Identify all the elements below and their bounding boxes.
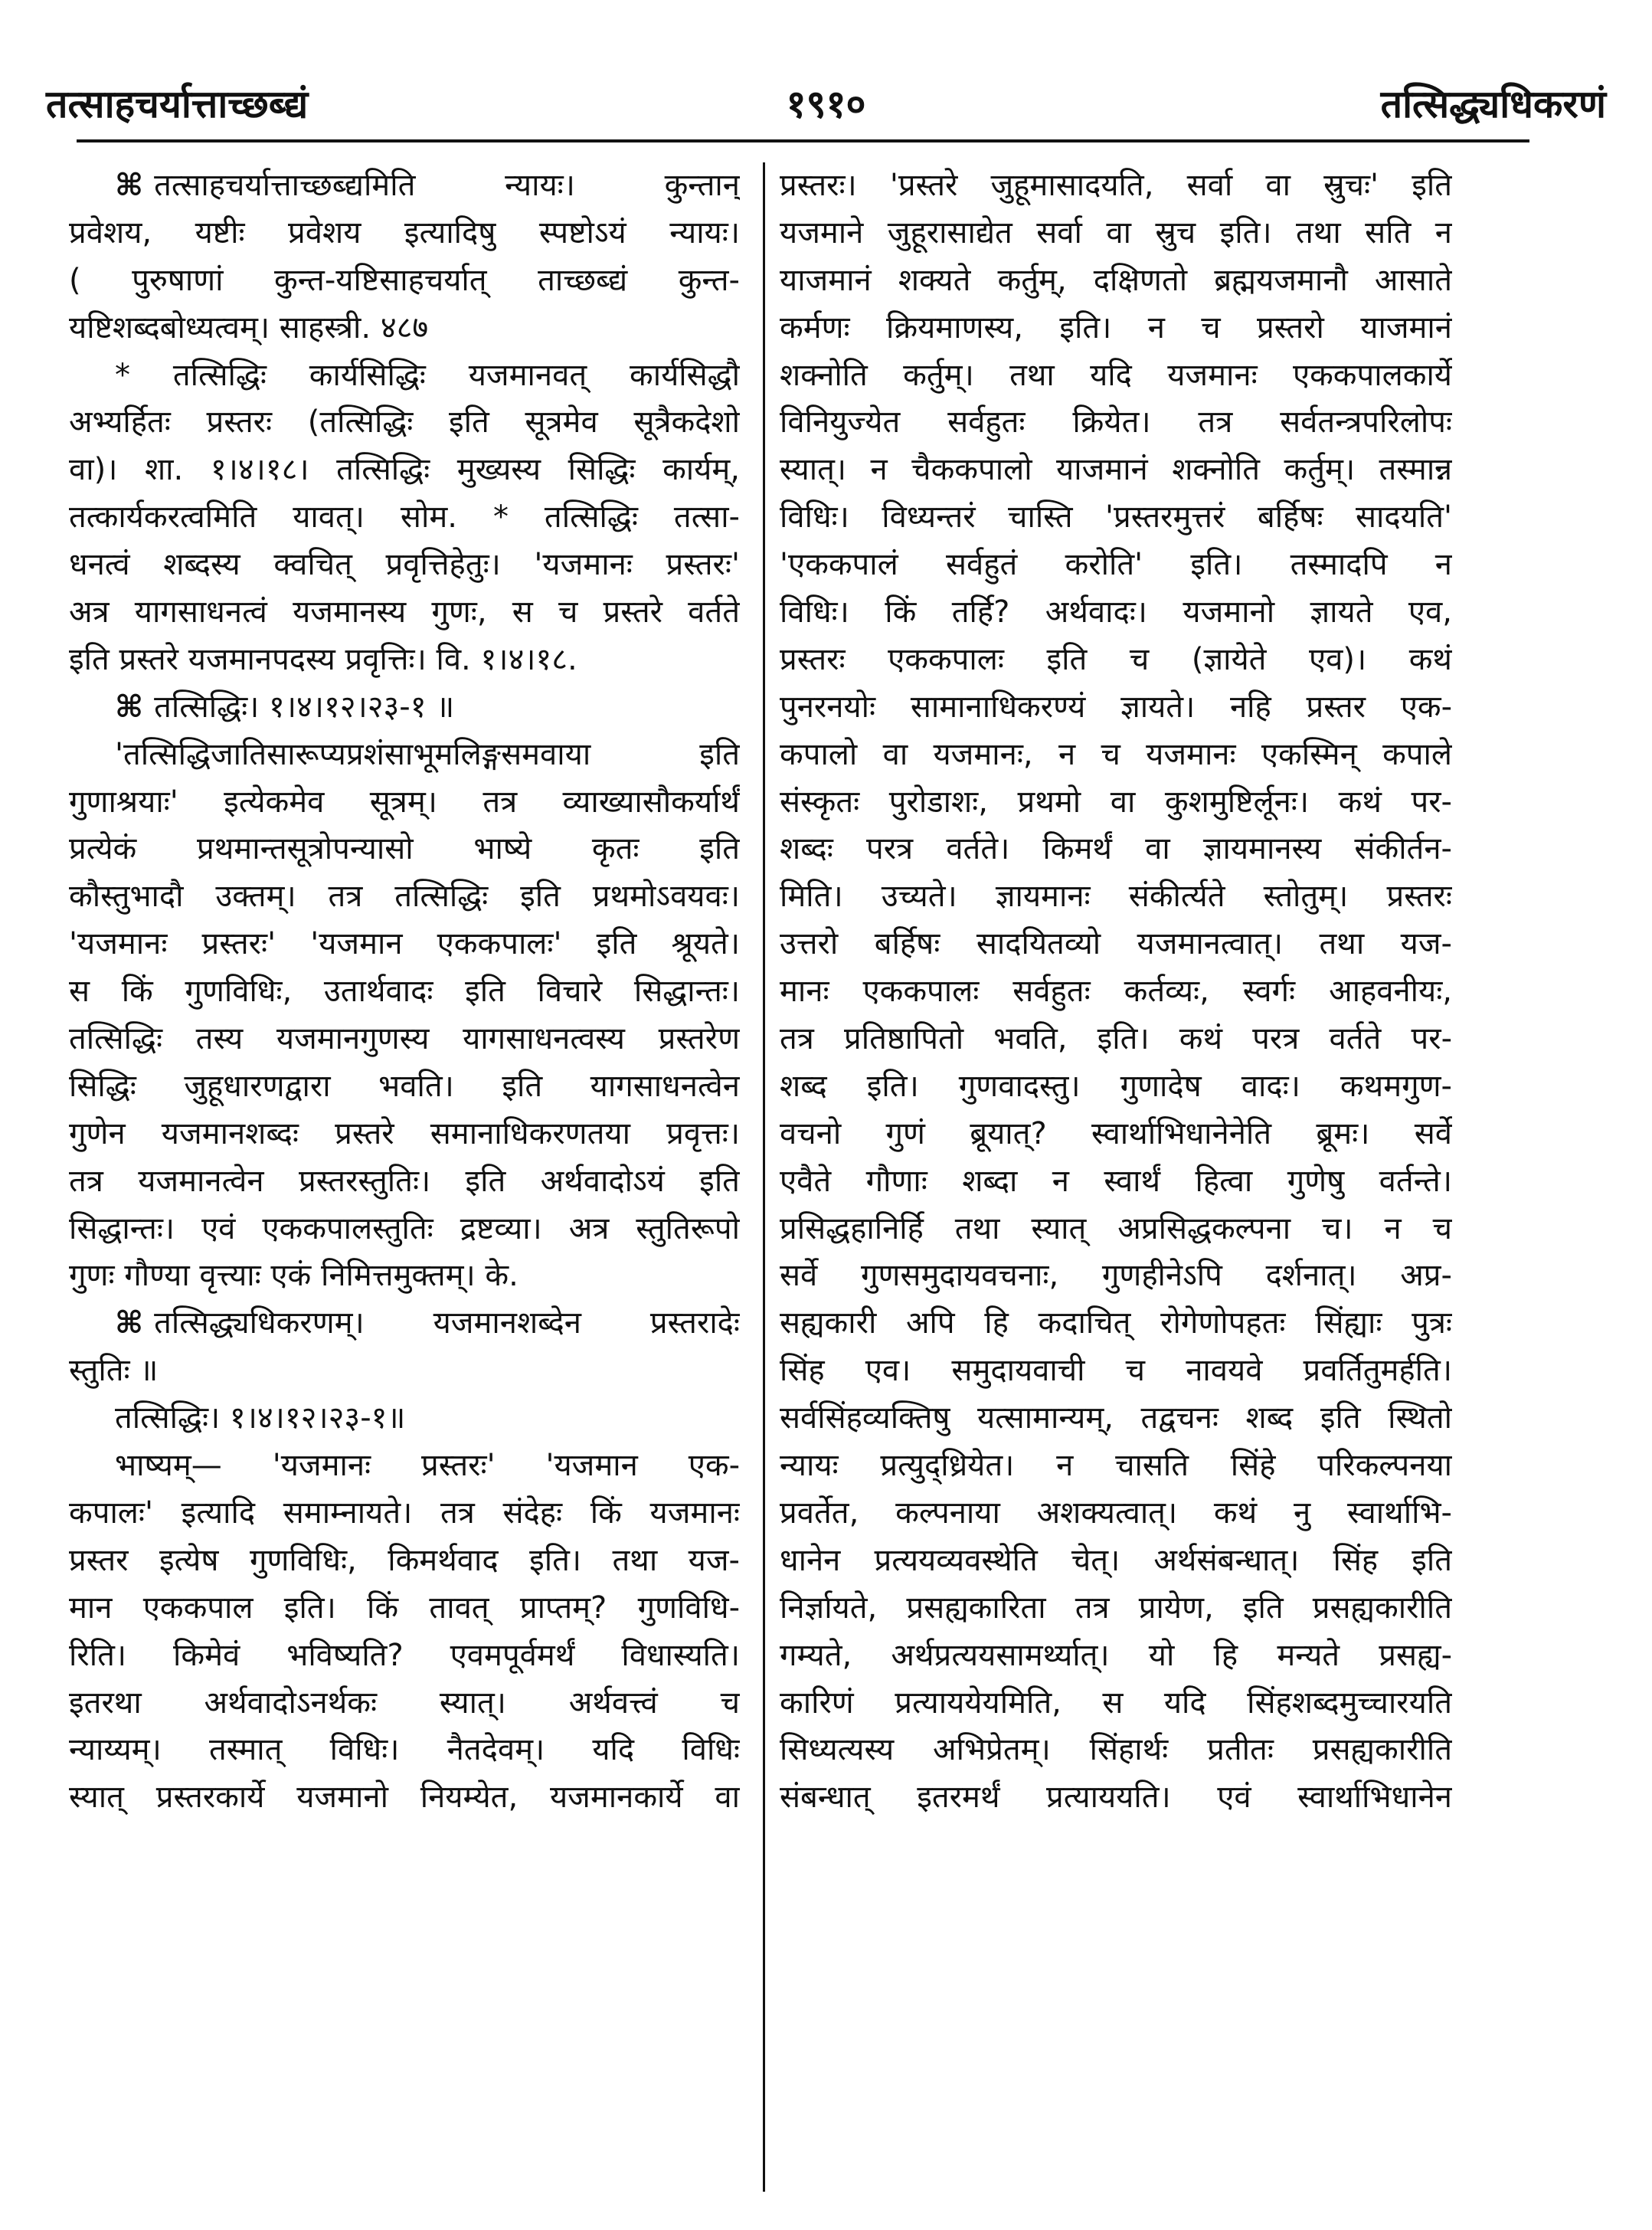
text-line xyxy=(780,684,1452,732)
line-text: सर्वसिंहव्यक्तिषु यत्सामान्यम्, तद्वचनः शब्द इति स्थितो xyxy=(780,1400,1452,1436)
line-text: विनियुज्येत सर्वहुतः क्रियेत। तत्र सर्वतन्त्रपरिलोपः xyxy=(780,404,1452,440)
line-text: वा)। शा. १।४।१८। तत्सिद्धिः मुख्यस्य सिद्धिः कार्यम्, xyxy=(69,452,740,488)
text-line xyxy=(69,873,740,921)
text-line xyxy=(780,779,1452,827)
text-line xyxy=(69,1585,740,1632)
text-line xyxy=(780,162,1452,210)
line-text: प्रवर्तेत, कल्पनाया अशक्यत्वात्। कथं नु स्वार्थाभि- xyxy=(780,1495,1452,1531)
header-rule xyxy=(77,139,1529,142)
text-line xyxy=(69,637,740,684)
page-number: १९१० xyxy=(786,82,866,126)
column-divider xyxy=(763,162,765,2192)
text-line xyxy=(69,921,740,968)
text-line xyxy=(780,305,1452,352)
line-text: तत्साहचर्यात्ताच्छब्द्यमिति न्यायः। कुन्तान् xyxy=(154,168,740,203)
text-line xyxy=(780,873,1452,921)
text-line xyxy=(780,637,1452,684)
text-line xyxy=(69,542,740,589)
line-text: प्रवेशय, यष्टीः प्रवेशय इत्यादिषु स्पष्टोऽयं न्यायः। xyxy=(69,214,740,251)
text-line xyxy=(780,494,1452,542)
line-text: तत्सिद्ध्यधिकरणम्। यजमानशब्देन प्रस्तरादेः xyxy=(154,1305,740,1341)
line-text: * तत्सिद्धिः कार्यसिद्धिः यजमानवत् कार्यसिद्धौ xyxy=(115,357,740,393)
text-line xyxy=(780,1300,1452,1347)
line-text: गुणाश्रयाः' इत्येकमेव सूत्रम्। तत्र व्याख्यासौकर्यार्थं xyxy=(69,784,740,820)
line-text: प्रस्तरः। 'प्रस्तरे जुहूमासादयति, सर्वा वा स्रुचः' इति xyxy=(780,168,1452,203)
text-line xyxy=(69,352,740,400)
text-line xyxy=(780,447,1452,494)
text-line xyxy=(69,1442,740,1490)
text-line xyxy=(780,257,1452,305)
left-column xyxy=(69,162,740,2192)
line-text: भाष्यम्— 'यजमानः प्रस्तरः' 'यजमान एक- xyxy=(115,1448,740,1484)
line-text: रिति। किमेवं भविष्यति? एवमपूर्वमर्थं विधास्यति। xyxy=(69,1637,740,1673)
text-line xyxy=(69,1253,740,1300)
text-line xyxy=(780,1632,1452,1680)
running-head-left-guideword: तत्साहचर्यात्ताच्छब्द्यं xyxy=(46,82,309,126)
line-text: सिद्धिः जुहूधारणद्वारा भवति। इति यागसाधनत्वेन xyxy=(69,1068,740,1104)
line-text: संस्कृतः पुरोडाशः, प्रथमो वा कुशमुष्टिर्लूनः। कथं पर- xyxy=(780,784,1452,820)
line-text: गुणः गौण्या वृत्त्याः एकं निमित्तमुक्तम्। के. xyxy=(69,1258,518,1294)
line-text: 'तत्सिद्धिजातिसारूप्यप्रशंसाभूमलिङ्गसमवाया इति xyxy=(115,736,740,772)
text-line xyxy=(69,1680,740,1727)
text-line xyxy=(69,1158,740,1206)
line-text: संबन्धात् इतरमर्थं प्रत्याययति। एवं स्वार्थाभिधानेन xyxy=(780,1780,1452,1816)
text-line xyxy=(780,826,1452,873)
line-text: मान एककपाल इति। किं तावत् प्राप्तम्? गुणविधि- xyxy=(69,1590,740,1626)
text-line xyxy=(69,305,740,352)
line-text: शक्नोति कर्तुम्। तथा यदि यजमानः एककपालकार्ये xyxy=(780,357,1452,393)
text-line xyxy=(69,1774,740,1822)
text-line xyxy=(780,1774,1452,1822)
text-line xyxy=(69,1347,740,1395)
line-text: सिध्यत्यस्य अभिप्रेतम्। सिंहार्थः प्रतीतः प्रसह्यकारीति xyxy=(780,1732,1452,1768)
text-line xyxy=(780,1063,1452,1111)
text-line xyxy=(780,1490,1452,1537)
line-text: सर्वे गुणसमुदायवचनाः, गुणहीनेऽपि दर्शनात्। अप्र- xyxy=(780,1258,1452,1294)
line-text: सह्यकारी अपि हि कदाचित् रोगेणोपहतः सिंह्याः पुत्रः xyxy=(780,1305,1452,1341)
text-line xyxy=(780,921,1452,968)
line-text: न्याय्यम्। तस्मात् विधिः। नैतदेवम्। यदि विधिः xyxy=(69,1732,740,1768)
text-line xyxy=(69,447,740,494)
line-text: मिति। उच्यते। ज्ञायमानः संकीर्त्यते स्तोतुम्। प्रस्तरः xyxy=(780,879,1452,915)
line-text: स्यात्। न चैककपालो याजमानं शक्नोति कर्तुम्। तस्मान्न xyxy=(780,452,1452,488)
line-text: 'एककपालं सर्वहुतं करोति' इति। तस्मादपि न xyxy=(780,547,1452,583)
line-text: तत्सिद्धिः। १।४।१२।२३-१॥ xyxy=(115,1400,406,1436)
line-text: तत्र प्रतिष्ठापितो भवति, इति। कथं परत्र वर्तते पर- xyxy=(780,1021,1452,1057)
text-line xyxy=(69,1632,740,1680)
text-line xyxy=(780,589,1452,637)
text-line xyxy=(780,1347,1452,1395)
line-text: इति प्रस्तरे यजमानपदस्य प्रवृत्तिः। वि. १।४।१८. xyxy=(69,641,577,677)
text-line xyxy=(69,1537,740,1585)
line-text: स्तुतिः ॥ xyxy=(69,1353,159,1389)
line-text: तत्सिद्धिः तस्य यजमानगुणस्य यागसाधनत्वस्य प्रस्तरेण xyxy=(69,1021,740,1057)
entry-marker-icon: ⌘ xyxy=(115,689,144,725)
text-line xyxy=(780,352,1452,400)
line-text: यजमाने जुहूरासाद्येत सर्वा वा स्रुच इति। तथा सति न xyxy=(780,214,1452,251)
line-text: याजमानं शक्यते कर्तुम्, दक्षिणतो ब्रह्मयजमानौ आसाते xyxy=(780,262,1452,298)
line-text: प्रसिद्धहानिर्हि तथा स्यात् अप्रसिद्धकल्पना च। न च xyxy=(780,1210,1452,1246)
text-line xyxy=(780,1537,1452,1585)
line-text: इतरथा अर्थवादोऽनर्थकः स्यात्। अर्थवत्त्वं च xyxy=(69,1685,740,1721)
line-text: यष्टिशब्दबोध्यत्वम्। साहस्त्री. ४८७ xyxy=(69,309,429,345)
line-text: मानः एककपालः सर्वहुतः कर्तव्यः, स्वर्गः आहवनीयः, xyxy=(780,974,1452,1010)
entry-marker-icon: ⌘ xyxy=(115,1305,144,1341)
text-line xyxy=(69,1206,740,1253)
line-text: निर्ज्ञायते, प्रसह्यकारिता तत्र प्रायेण, इति प्रसह्यकारीति xyxy=(780,1590,1452,1626)
running-head-right-guideword: तत्सिद्ध्यधिकरणं xyxy=(1380,82,1606,126)
line-text: धनत्वं शब्दस्य क्वचित् प्रवृत्तिहेतुः। 'यजमानः प्रस्तरः' xyxy=(69,547,740,583)
text-line xyxy=(780,1016,1452,1063)
line-text: तत्कार्यकरत्वमिति यावत्। सोम. * तत्सिद्धिः तत्सा- xyxy=(69,499,740,535)
line-text: कौस्तुभादौ उक्तम्। तत्र तत्सिद्धिः इति प्रथमोऽवयवः। xyxy=(69,879,740,915)
running-head xyxy=(46,74,1606,135)
line-text: शब्द इति। गुणवादस्तु। गुणादेष वादः। कथमगुण- xyxy=(780,1068,1452,1104)
line-text: कर्मणः क्रियमाणस्य, इति। न च प्रस्तरो याजमानं xyxy=(780,309,1452,345)
text-line xyxy=(69,1016,740,1063)
text-line xyxy=(780,1395,1452,1442)
line-text: शब्दः परत्र वर्तते। किमर्थं वा ज्ञायमानस्य संकीर्तन- xyxy=(780,831,1452,867)
line-text: स्यात् प्रस्तरकार्ये यजमानो नियम्येत, यजमानकार्ये वा xyxy=(69,1780,740,1816)
text-line xyxy=(69,968,740,1016)
line-text: न्यायः प्रत्युद्ध्रियेत। न चासति सिंहे परिकल्पनया xyxy=(780,1448,1452,1484)
text-line xyxy=(69,210,740,257)
text-line xyxy=(780,1158,1452,1206)
line-text: अत्र यागसाधनत्वं यजमानस्य गुणः, स च प्रस्तरे वर्तते xyxy=(69,594,740,630)
text-line xyxy=(780,1585,1452,1632)
line-text: गम्यते, अर्थप्रत्ययसामर्थ्यात्। यो हि मन्यते प्रसह्य- xyxy=(780,1637,1452,1673)
text-line xyxy=(69,1063,740,1111)
line-text: स किं गुणविधिः, उतार्थवादः इति विचारे सिद्धान्तः। xyxy=(69,974,740,1010)
line-text: तत्र यजमानत्वेन प्रस्तरस्तुतिः। इति अर्थवादोऽयं इति xyxy=(69,1163,740,1199)
line-text: प्रस्तरः एककपालः इति च (ज्ञायेते एव)। कथं xyxy=(780,641,1452,677)
text-line xyxy=(780,968,1452,1016)
text-line xyxy=(69,162,740,210)
line-text: सिंह एव। समुदायवाची च नावयवे प्रवर्तितुमर्हति। xyxy=(780,1353,1452,1389)
text-line xyxy=(69,732,740,779)
text-line xyxy=(780,732,1452,779)
text-line xyxy=(780,210,1452,257)
line-text: पुनरनयोः सामानाधिकरण्यं ज्ञायते। नहि प्रस्तर एक- xyxy=(780,689,1452,725)
text-line xyxy=(780,1442,1452,1490)
right-column xyxy=(780,162,1452,2192)
line-text: एवैते गौणाः शब्दा न स्वार्थं हित्वा गुणेषु वर्तन्ते। xyxy=(780,1163,1452,1199)
text-line xyxy=(69,399,740,447)
line-text: उत्तरो बर्हिषः सादयितव्यो यजमानत्वात्। तथा यज- xyxy=(780,926,1452,962)
line-text: विधिः। विध्यन्तरं चास्ति 'प्रस्तरमुत्तरं बर्हिषः सादयति' xyxy=(780,499,1452,535)
text-line xyxy=(780,1253,1452,1300)
text-line xyxy=(780,1680,1452,1727)
text-line xyxy=(780,1111,1452,1158)
line-text: कारिणं प्रत्याययेयमिति, स यदि सिंहशब्दमुच्चारयति xyxy=(780,1685,1452,1721)
line-text: विधिः। किं तर्हि? अर्थवादः। यजमानो ज्ञायते एव, xyxy=(780,594,1452,630)
text-line xyxy=(780,1206,1452,1253)
text-line xyxy=(780,399,1452,447)
line-text: वचनो गुणं ब्रूयात्? स्वार्थाभिधानेनेति ब्रूमः। सर्वे xyxy=(780,1115,1452,1151)
text-line xyxy=(69,1300,740,1347)
line-text: ( पुरुषाणां कुन्त-यष्टिसाहचर्यात् ताच्छब्द्यं कुन्त- xyxy=(69,262,740,298)
line-text: प्रत्येकं प्रथमान्तसूत्रोपन्यासो भाष्ये कृतः इति xyxy=(69,831,740,867)
text-line xyxy=(69,589,740,637)
line-text: कपालो वा यजमानः, न च यजमानः एकस्मिन् कपाले xyxy=(780,736,1452,772)
text-line xyxy=(69,1727,740,1774)
text-line xyxy=(69,1111,740,1158)
text-line xyxy=(69,1395,740,1442)
line-text: तत्सिद्धिः। १।४।१२।२३-१ ॥ xyxy=(154,689,455,725)
text-line xyxy=(780,542,1452,589)
text-line xyxy=(69,826,740,873)
text-line xyxy=(69,1490,740,1537)
line-text: प्रस्तर इत्येष गुणविधिः, किमर्थवाद इति। तथा यज- xyxy=(69,1542,740,1578)
line-text: धानेन प्रत्ययव्यवस्थेति चेत्। अर्थसंबन्धात्। सिंह इति xyxy=(780,1542,1452,1578)
text-line xyxy=(780,1727,1452,1774)
line-text: कपालः' इत्यादि समाम्नायते। तत्र संदेहः किं यजमानः xyxy=(69,1495,740,1531)
line-text: 'यजमानः प्रस्तरः' 'यजमान एककपालः' इति श्रूयते। xyxy=(69,926,740,962)
line-text: गुणेन यजमानशब्दः प्रस्तरे समानाधिकरणतया प्रवृत्तः। xyxy=(69,1115,740,1151)
text-line xyxy=(69,257,740,305)
line-text: अभ्यर्हितः प्रस्तरः (तत्सिद्धिः इति सूत्रमेव सूत्रैकदेशो xyxy=(69,404,740,440)
line-text: सिद्धान्तः। एवं एककपालस्तुतिः द्रष्टव्या। अत्र स्तुतिरूपो xyxy=(69,1210,740,1246)
entry-marker-icon: ⌘ xyxy=(115,168,144,203)
text-line xyxy=(69,684,740,732)
text-line xyxy=(69,494,740,542)
text-line xyxy=(69,779,740,827)
